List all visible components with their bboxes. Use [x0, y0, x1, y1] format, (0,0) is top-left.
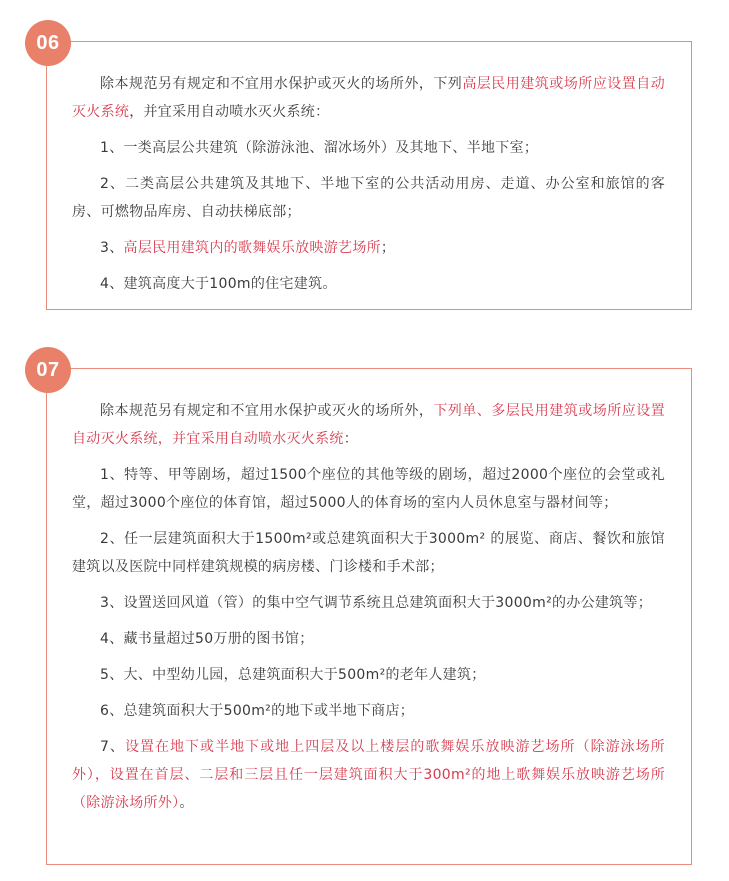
paragraph-item-1 [72, 461, 665, 517]
section-content [47, 369, 691, 817]
text-segment: 2、任一层建筑面积大于1500m²或总建筑面积大于3000m² 的展览、商店、餐饮和旅馆建筑以及医院中同样建筑规模的病房楼、门诊楼和手术部； [72, 531, 665, 575]
paragraph-item-2 [72, 170, 665, 226]
paragraph-intro [72, 397, 665, 453]
paragraph-item-3 [72, 234, 665, 262]
paragraph-item-4 [72, 625, 665, 653]
section-number-badge: 06 [25, 20, 71, 66]
paragraph-item-3 [72, 589, 665, 617]
paragraph-item-5 [72, 661, 665, 689]
paragraph-item-1 [72, 134, 665, 162]
text-segment: ，并宜采用自动喷水灭火系统： [129, 104, 330, 120]
text-segment: 4、藏书量超过50万册的图书馆； [100, 631, 314, 647]
section-card-06 [36, 32, 692, 310]
text-segment: 7、 [100, 739, 125, 755]
section-number-badge: 07 [25, 347, 71, 393]
text-segment: 。 [179, 795, 194, 811]
text-segment: ； [380, 240, 396, 256]
section-card-07 [36, 359, 692, 865]
paragraph-item-4 [72, 270, 665, 298]
text-segment: 除本规范另有规定和不宜用水保护或灭火的场所外，下列 [100, 76, 463, 92]
section-content [47, 42, 691, 298]
highlighted-text-segment: 设置在地下或半地下或地上四层及以上楼层的歌舞娱乐放映游艺场所（除游泳场所外），设置在首层、二层和三层且任一层建筑面积大于300m²的地上歌舞娱乐放映游艺场所（除游泳场所外） [72, 739, 665, 811]
highlighted-text-segment: 高层民用建筑内的歌舞娱乐放映游艺场所 [123, 240, 381, 256]
text-segment: 3、设置送回风道（管）的集中空气调节系统且总建筑面积大于3000m²的办公建筑等； [100, 595, 653, 611]
text-segment: 5、大、中型幼儿园，总建筑面积大于500m²的老年人建筑； [100, 667, 486, 683]
text-segment: ： [343, 431, 359, 447]
paragraph-item-7 [72, 733, 665, 817]
paragraph-intro [72, 70, 665, 126]
highlighted-text-segment: 高层民用建筑或场所应设置自动灭火系统 [72, 76, 666, 120]
paragraph-item-6 [72, 697, 665, 725]
text-segment: 1、特等、甲等剧场，超过1500个座位的其他等级的剧场，超过2000个座位的会堂或礼堂，超过3000个座位的体育馆，超过5000人的体育场的室内人员休息室与器材间等； [72, 467, 665, 511]
text-segment: 3、 [100, 240, 124, 256]
text-segment: 4、建筑高度大于100m的住宅建筑。 [100, 276, 337, 292]
highlighted-text-segment: 下列单、多层民用建筑或场所应设置自动灭火系统，并宜采用自动喷水灭火系统 [72, 403, 665, 447]
paragraph-item-2 [72, 525, 665, 581]
text-segment: 1、一类高层公共建筑（除游泳池、溜冰场外）及其地下、半地下室； [100, 140, 539, 156]
text-segment: 6、总建筑面积大于500m²的地下或半地下商店； [100, 703, 415, 719]
text-segment: 除本规范另有规定和不宜用水保护或灭火的场所外， [100, 403, 434, 419]
text-segment: 2、二类高层公共建筑及其地下、半地下室的公共活动用房、走道、办公室和旅馆的客房、可燃物品库房、自动扶梯底部； [72, 176, 665, 220]
